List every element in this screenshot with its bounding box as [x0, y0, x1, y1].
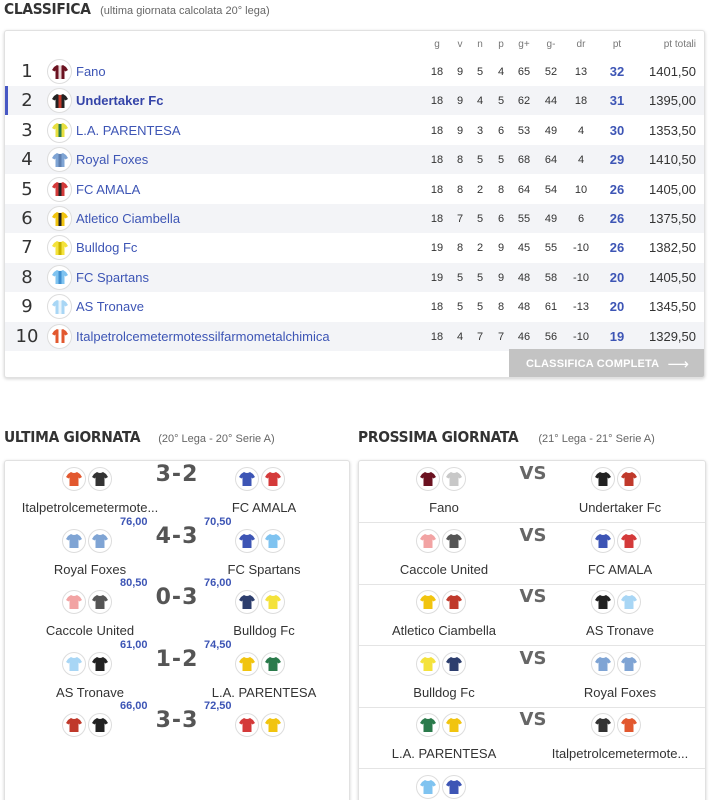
rank-number: 2 [21, 90, 33, 112]
stat-dr: 10 [574, 183, 588, 196]
shirt-icon [88, 467, 112, 491]
team-shirt-icon [47, 147, 72, 172]
standings-row[interactable] [5, 57, 704, 86]
full-standings-button[interactable] [509, 349, 705, 378]
stat-v: 5 [456, 271, 464, 284]
home-shirts [416, 590, 466, 614]
column-header: pt [612, 39, 622, 50]
away-team-name[interactable]: L.A. PARENTESA [211, 684, 317, 700]
full-standings-label: CLASSIFICA COMPLETA [525, 358, 660, 370]
stat-dr: 18 [574, 95, 588, 108]
last-match-row[interactable] [5, 646, 349, 708]
next-match-row[interactable] [359, 461, 705, 523]
stat-p: 6 [497, 124, 505, 137]
stat-dr: 4 [577, 124, 585, 137]
stat-p: 7 [497, 330, 505, 343]
shirt-icon [416, 713, 440, 737]
shirt-icon [88, 529, 112, 553]
shirt-icon [442, 775, 466, 799]
stat-pt: 20 [609, 299, 625, 315]
away-shirts [591, 467, 641, 491]
last-round-title: ULTIMA GIORNATA [4, 428, 141, 446]
team-name-link[interactable]: FC Spartans [76, 269, 149, 285]
away-shirts [235, 652, 285, 676]
stat-gs: 52 [544, 66, 558, 78]
home-fantasy-points: 76,00 [120, 515, 148, 528]
match-score: 0-3 [155, 585, 199, 611]
stat-n: 5 [476, 301, 484, 314]
shirt-icon [617, 590, 641, 614]
shirt-icon [591, 652, 615, 676]
away-fantasy-points: 70,50 [204, 515, 232, 528]
column-header: pt totali [663, 39, 696, 50]
arrow-right-icon: ⟶ [667, 356, 690, 373]
shirt-icon [617, 713, 641, 737]
last-match-row[interactable] [5, 584, 349, 646]
stat-gf: 48 [517, 271, 531, 284]
rank-number: 9 [21, 296, 33, 318]
next-match-row[interactable] [359, 584, 705, 646]
stat-v: 9 [456, 124, 464, 137]
shirt-icon [235, 467, 259, 491]
shirt-icon [235, 590, 259, 614]
stat-n: 5 [476, 213, 484, 225]
shirt-icon [62, 590, 86, 614]
shirt-icon [617, 529, 641, 553]
vs-label: VS [519, 647, 547, 669]
stat-gs: 58 [544, 271, 558, 284]
shirt-icon [416, 590, 440, 614]
shirt-icon [591, 713, 615, 737]
last-match-row[interactable] [5, 461, 349, 523]
stat-pt: 26 [609, 240, 625, 256]
team-shirt-icon [47, 59, 72, 84]
team-shirt-icon [47, 206, 72, 231]
last-round-subtitle: (20° Lega - 20° Serie A) [158, 433, 275, 445]
rank-number: 4 [21, 149, 33, 171]
shirt-icon [235, 652, 259, 676]
away-shirts [591, 529, 641, 553]
stat-g: 18 [430, 124, 444, 137]
standings-row[interactable] [5, 175, 704, 204]
shirt-icon [442, 467, 466, 491]
home-shirts [62, 713, 112, 737]
away-shirts [235, 713, 285, 737]
home-team-name[interactable]: Bulldog Fc [413, 684, 475, 700]
stat-tot: 1405,00 [649, 181, 696, 197]
shirt-icon [62, 467, 86, 491]
shirt-icon [442, 590, 466, 614]
stat-gf: 45 [517, 242, 531, 255]
stat-pt: 26 [609, 211, 625, 226]
stat-tot: 1395,00 [649, 93, 696, 109]
last-match-row[interactable] [5, 523, 349, 585]
standings-row[interactable] [5, 204, 704, 233]
stat-dr: -13 [573, 301, 589, 314]
stat-p: 6 [497, 213, 505, 225]
stat-dr: -10 [573, 330, 589, 343]
away-shirts [235, 467, 285, 491]
away-fantasy-points: 76,00 [204, 577, 232, 590]
shirt-icon [416, 775, 440, 799]
stat-n: 5 [476, 66, 484, 78]
stat-n: 3 [476, 124, 484, 137]
standings-subtitle: (ultima giornata calcolata 20° lega) [100, 5, 270, 17]
stat-tot: 1375,50 [649, 211, 696, 226]
away-shirts [235, 590, 285, 614]
shirt-icon [261, 590, 285, 614]
stat-dr: 6 [577, 213, 585, 225]
stat-n: 5 [476, 154, 484, 167]
next-match-row[interactable] [359, 646, 705, 708]
stat-gs: 55 [544, 242, 558, 255]
next-round-title: PROSSIMA GIORNATA [358, 428, 519, 446]
home-shirts [62, 529, 112, 553]
vs-label: VS [519, 463, 547, 484]
away-shirts [591, 590, 641, 614]
home-fantasy-points: 61,00 [120, 638, 148, 651]
stat-pt: 31 [609, 93, 625, 109]
away-shirts [235, 529, 285, 553]
stat-p: 9 [497, 242, 505, 255]
team-shirt-icon [47, 177, 72, 202]
match-score: 1-2 [155, 646, 199, 672]
stat-v: 9 [456, 95, 464, 108]
away-team-name[interactable]: Undertaker Fc [578, 500, 662, 515]
stat-tot: 1401,50 [649, 64, 696, 79]
standings-row[interactable] [5, 322, 704, 351]
stat-pt: 32 [609, 64, 625, 79]
stat-gs: 49 [544, 124, 558, 137]
shirt-icon [261, 652, 285, 676]
standings-title: CLASSIFICA [4, 0, 91, 18]
away-team-name[interactable]: Italpetrolcemetermote... [551, 746, 689, 762]
standings-column-headers [5, 39, 704, 55]
away-team-name[interactable]: FC AMALA [587, 561, 653, 577]
match-score: 3-3 [155, 708, 199, 734]
team-name-link[interactable]: Fano [76, 64, 106, 79]
column-header: g- [546, 39, 556, 50]
team-name-link[interactable]: Atletico Ciambella [76, 211, 181, 226]
away-fantasy-points: 72,50 [204, 700, 232, 713]
home-shirts [62, 590, 112, 614]
stat-dr: 4 [577, 154, 585, 167]
column-header: p [498, 39, 504, 50]
stat-dr: -10 [573, 271, 589, 284]
stat-gf: 46 [517, 330, 531, 343]
next-match-row[interactable] [359, 707, 705, 769]
away-shirts [591, 652, 641, 676]
home-fantasy-points: 80,50 [120, 577, 148, 590]
stat-pt: 30 [609, 122, 625, 138]
home-shirts [416, 775, 466, 799]
shirt-icon [62, 713, 86, 737]
team-name-link[interactable]: AS Tronave [76, 299, 144, 315]
team-name-link[interactable]: Royal Foxes [76, 152, 149, 168]
stat-pt: 19 [609, 328, 625, 344]
stat-g: 18 [430, 95, 444, 108]
stat-tot: 1382,50 [649, 240, 696, 256]
shirt-icon [442, 652, 466, 676]
next-round-panel [358, 460, 706, 800]
stat-n: 5 [476, 271, 484, 284]
stat-g: 18 [430, 66, 444, 78]
team-name-link[interactable]: Italpetrolcemetermotessilfarmometalchimica [76, 328, 330, 344]
stat-tot: 1410,50 [649, 152, 696, 168]
shirt-icon [261, 529, 285, 553]
standings-header [4, 0, 270, 24]
stat-n: 7 [476, 330, 484, 343]
column-header: v [457, 39, 463, 50]
team-name-link[interactable]: FC AMALA [76, 181, 141, 197]
shirt-icon [88, 590, 112, 614]
stat-dr: -10 [573, 242, 589, 255]
stat-g: 18 [430, 301, 444, 314]
stat-p: 9 [497, 271, 505, 284]
home-team-name[interactable]: Royal Foxes [53, 561, 127, 577]
rank-number: 7 [21, 237, 33, 259]
shirt-icon [442, 713, 466, 737]
column-header: g [434, 39, 440, 50]
stat-gs: 61 [544, 301, 558, 314]
next-round-header [358, 428, 655, 452]
home-shirts [416, 652, 466, 676]
last-round-header [4, 428, 275, 452]
stat-gs: 64 [544, 154, 558, 167]
stat-g: 18 [430, 154, 444, 167]
stat-gs: 54 [544, 183, 558, 196]
stat-g: 19 [430, 242, 444, 255]
stat-g: 18 [430, 213, 444, 225]
stat-n: 4 [476, 95, 484, 108]
shirt-icon [261, 467, 285, 491]
stat-v: 8 [456, 183, 464, 196]
rank-number: 5 [21, 178, 33, 200]
stat-gf: 64 [517, 183, 531, 196]
stat-dr: 13 [574, 66, 588, 78]
stat-pt: 20 [609, 269, 625, 285]
stat-p: 8 [497, 183, 505, 196]
shirt-icon [88, 713, 112, 737]
shirt-icon [617, 652, 641, 676]
home-team-name[interactable]: Italpetrolcemetermote... [21, 500, 159, 515]
stat-tot: 1353,50 [649, 122, 696, 138]
away-team-name[interactable]: AS Tronave [586, 623, 654, 639]
shirt-icon [442, 529, 466, 553]
team-shirt-icon [47, 265, 72, 290]
away-team-name[interactable]: Bulldog Fc [233, 623, 295, 639]
team-name-link[interactable]: Bulldog Fc [76, 240, 138, 256]
shirt-icon [88, 652, 112, 676]
shirt-icon [235, 529, 259, 553]
standings-row[interactable] [5, 233, 704, 262]
shirt-icon [617, 467, 641, 491]
stat-gf: 55 [517, 213, 531, 225]
shirt-icon [235, 713, 259, 737]
vs-label: VS [519, 586, 547, 608]
home-shirts [62, 467, 112, 491]
team-name-link[interactable]: L.A. PARENTESA [76, 122, 181, 138]
stat-gs: 49 [544, 213, 558, 225]
stat-v: 9 [456, 66, 464, 78]
standings-row[interactable] [5, 292, 704, 321]
stat-n: 2 [476, 183, 484, 196]
team-shirt-icon [47, 88, 72, 113]
stat-pt: 26 [609, 181, 625, 197]
stat-g: 19 [430, 271, 444, 284]
shirt-icon [591, 590, 615, 614]
stat-p: 8 [497, 301, 505, 314]
home-team-name[interactable]: L.A. PARENTESA [391, 746, 497, 762]
last-match-row[interactable] [5, 707, 349, 769]
stat-gf: 68 [517, 154, 531, 167]
match-score: 3-2 [155, 462, 199, 487]
home-team-name[interactable]: Caccole United [399, 561, 489, 577]
next-round-subtitle: (21° Lega - 21° Serie A) [538, 433, 655, 445]
shirt-icon [416, 652, 440, 676]
stat-p: 5 [497, 154, 505, 167]
stat-n: 2 [476, 242, 484, 255]
stat-pt: 29 [609, 152, 625, 168]
stat-gs: 56 [544, 330, 558, 343]
stat-v: 5 [456, 301, 464, 314]
column-header: n [477, 39, 483, 50]
home-shirts [62, 652, 112, 676]
team-shirt-icon [47, 324, 72, 349]
shirt-icon [591, 467, 615, 491]
rank-number: 8 [21, 266, 33, 288]
rank-number: 3 [21, 119, 33, 141]
shirt-icon [62, 529, 86, 553]
home-shirts [416, 529, 466, 553]
away-team-name[interactable]: Royal Foxes [583, 684, 657, 700]
home-team-name[interactable]: Atletico Ciambella [391, 623, 497, 639]
shirt-icon [261, 713, 285, 737]
stat-gf: 65 [517, 66, 531, 78]
stat-tot: 1329,50 [649, 328, 696, 344]
home-shirts [416, 467, 466, 491]
shirt-icon [416, 467, 440, 491]
stat-gf: 62 [517, 95, 531, 108]
standings-row[interactable] [5, 145, 704, 174]
stat-v: 7 [456, 213, 464, 225]
stat-gf: 48 [517, 301, 531, 314]
match-score: 4-3 [155, 523, 199, 549]
shirt-icon [62, 652, 86, 676]
rank-number: 10 [15, 325, 39, 347]
stat-gs: 44 [544, 95, 558, 108]
stat-p: 5 [497, 95, 505, 108]
column-header: g+ [518, 39, 530, 50]
away-team-name[interactable]: FC Spartans [227, 561, 301, 577]
standings-row[interactable] [5, 86, 704, 115]
shirt-icon [591, 529, 615, 553]
home-team-name[interactable]: Fano [429, 500, 459, 515]
stat-v: 8 [456, 154, 464, 167]
team-shirt-icon [47, 118, 72, 143]
rank-number: 6 [21, 208, 33, 229]
stat-tot: 1345,50 [649, 299, 696, 315]
home-team-name[interactable]: Caccole United [45, 623, 135, 639]
rank-number: 1 [21, 61, 33, 82]
last-round-panel [4, 460, 350, 800]
next-match-row[interactable] [359, 523, 705, 585]
stat-v: 8 [456, 242, 464, 255]
next-match-row[interactable] [359, 769, 705, 800]
away-team-name[interactable]: FC AMALA [231, 500, 297, 515]
team-name-link[interactable]: Undertaker Fc [76, 93, 164, 109]
stat-gf: 53 [517, 124, 531, 137]
stat-g: 18 [430, 183, 444, 196]
stat-tot: 1405,50 [649, 269, 696, 285]
away-fantasy-points: 74,50 [204, 638, 232, 651]
vs-label: VS [519, 524, 547, 546]
away-shirts [591, 713, 641, 737]
standings-row[interactable] [5, 116, 704, 145]
standings-table [4, 30, 705, 378]
home-team-name[interactable]: AS Tronave [56, 684, 124, 700]
standings-row[interactable] [5, 263, 704, 292]
vs-label: VS [519, 709, 547, 731]
stat-v: 4 [456, 330, 464, 343]
team-shirt-icon [47, 294, 72, 319]
team-shirt-icon [47, 235, 72, 260]
stat-p: 4 [497, 66, 505, 78]
shirt-icon [416, 529, 440, 553]
home-shirts [416, 713, 466, 737]
column-header: dr [576, 39, 586, 50]
home-fantasy-points: 66,00 [120, 700, 148, 713]
stat-g: 18 [430, 330, 444, 343]
